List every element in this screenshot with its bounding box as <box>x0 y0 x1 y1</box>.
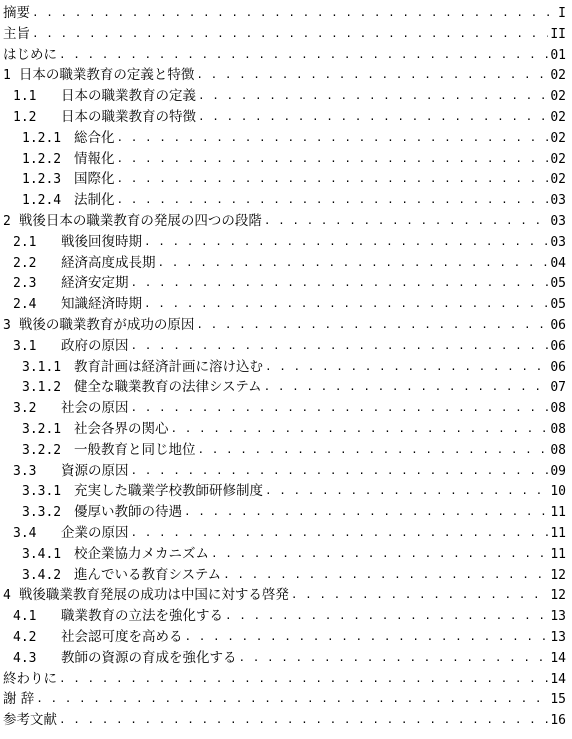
toc-entry-title: 社会各界の関心 <box>74 420 169 437</box>
toc-entry[interactable] <box>0 523 566 544</box>
dot-leader <box>131 461 549 482</box>
toc-entry[interactable] <box>0 398 566 419</box>
toc-entry-page: 06 <box>550 317 566 333</box>
toc-entry[interactable] <box>0 461 566 482</box>
toc-entry-title: 戦後の職業教育が成功の原因 <box>18 316 195 333</box>
toc-entry-page: 11 <box>550 546 566 562</box>
toc-entry-title: 教師の資源の育成を強化する <box>61 649 237 666</box>
toc-entry-number: 1.2.3 <box>22 172 62 188</box>
toc-entry-number: 4.2 <box>13 629 37 645</box>
toc-entry-number: 2.4 <box>13 297 37 313</box>
toc-entry-number: 3.3.1 <box>22 484 62 500</box>
toc-entry-title: 政府の原因 <box>61 337 129 354</box>
dot-leader <box>117 169 549 190</box>
toc-entry-number: 3.4.1 <box>22 546 62 562</box>
toc-entry[interactable] <box>0 149 566 170</box>
toc-entry[interactable] <box>0 190 566 211</box>
toc-entry[interactable] <box>0 169 566 190</box>
toc-entry-number: 1.2 <box>13 109 37 125</box>
toc-entry-title: 優厚い教師の待遇 <box>74 504 182 521</box>
toc-entry[interactable] <box>0 45 566 66</box>
toc-entry-page: 01 <box>550 47 566 63</box>
toc-entry[interactable] <box>0 107 566 128</box>
toc-entry-title: 教育計画は経済計画に溶け込む <box>74 358 263 375</box>
toc-entry-page: 13 <box>550 609 566 625</box>
toc-entry-page: 08 <box>550 442 566 458</box>
toc-entry-number: 4.1 <box>13 609 37 625</box>
toc-entry-title: 日本の職業教育の定義と特徴 <box>18 67 195 84</box>
toc-entry-page: 12 <box>550 588 566 604</box>
toc-entry-number: 1.2.4 <box>22 193 62 209</box>
toc-entry-page: 02 <box>550 68 566 84</box>
toc-entry-title: 経済安定期 <box>61 275 129 292</box>
toc-entry-title: 戦後職業教育発展の成功は中国に対する啓発 <box>18 587 289 604</box>
toc-entry-page: 12 <box>550 567 566 583</box>
dot-leader <box>171 419 549 440</box>
dot-leader <box>184 502 548 523</box>
toc-entry[interactable] <box>0 253 566 274</box>
table-of-contents <box>0 3 566 731</box>
toc-entry-title: 謝 辞 <box>3 691 35 708</box>
toc-entry-number: 3.3 <box>13 463 37 479</box>
toc-entry-page: 15 <box>550 692 566 708</box>
dot-leader <box>144 294 548 315</box>
toc-entry[interactable] <box>0 606 566 627</box>
toc-entry-title: 一般教育と同じ地位 <box>74 441 196 458</box>
toc-entry-page: 13 <box>550 629 566 645</box>
toc-entry-number: 1.2.1 <box>22 130 62 146</box>
dot-leader <box>265 481 548 502</box>
dot-leader <box>264 211 549 232</box>
dot-leader <box>196 315 548 336</box>
dot-leader <box>265 357 548 378</box>
dot-leader <box>144 232 548 253</box>
toc-entry-title: 摘要 <box>3 5 30 21</box>
toc-entry[interactable] <box>0 627 566 648</box>
toc-entry-title: 充実した職業学校教師研修制度 <box>74 483 263 500</box>
toc-entry-page: 08 <box>550 421 566 437</box>
toc-entry-title: 国際化 <box>74 171 115 188</box>
toc-entry[interactable] <box>0 710 566 731</box>
toc-entry-number: 2.1 <box>13 234 37 250</box>
toc-entry-number: 2 <box>3 213 11 229</box>
toc-entry-title: 資源の原因 <box>61 462 129 479</box>
toc-entry-page: 05 <box>550 276 566 292</box>
toc-entry-page: 08 <box>550 401 566 417</box>
toc-entry[interactable] <box>0 273 566 294</box>
dot-leader <box>117 128 549 149</box>
toc-entry[interactable] <box>0 669 566 690</box>
toc-entry-page: 05 <box>550 297 566 313</box>
toc-entry[interactable] <box>0 315 566 336</box>
toc-entry-page: 03 <box>550 193 566 209</box>
toc-entry-page: 02 <box>550 109 566 125</box>
dot-leader <box>117 149 549 170</box>
toc-entry-number: 3.4 <box>13 525 37 541</box>
toc-entry-title: 情報化 <box>74 150 115 167</box>
toc-entry-page: 09 <box>550 463 566 479</box>
dot-leader <box>198 440 549 461</box>
toc-entry[interactable] <box>0 648 566 669</box>
toc-entry-title: 参考文献 <box>3 712 57 729</box>
toc-entry-title: 日本の職業教育の定義 <box>61 88 196 105</box>
toc-entry[interactable] <box>0 65 566 86</box>
toc-entry-page: 03 <box>550 234 566 250</box>
toc-entry-title: 企業の原因 <box>61 524 129 541</box>
toc-entry[interactable] <box>0 419 566 440</box>
dot-leader <box>198 107 548 128</box>
toc-entry-title: 総合化 <box>74 129 115 146</box>
toc-entry[interactable] <box>0 357 566 378</box>
toc-entry-number: 3.1.1 <box>22 359 62 375</box>
toc-entry-number: 3.3.2 <box>22 505 62 521</box>
toc-entry-title: 健全な職業教育の法律システム <box>74 379 262 396</box>
toc-entry[interactable] <box>0 128 566 149</box>
dot-leader <box>131 273 549 294</box>
dot-leader <box>131 523 549 544</box>
toc-entry-number: 1.1 <box>13 89 37 105</box>
dot-leader <box>158 253 549 274</box>
toc-entry[interactable] <box>0 544 566 565</box>
dot-leader <box>198 86 548 107</box>
toc-entry-number: 4 <box>3 588 11 604</box>
dot-leader <box>59 669 548 690</box>
toc-entry-number: 3.2.2 <box>22 442 62 458</box>
toc-entry[interactable] <box>0 232 566 253</box>
toc-entry-title: 社会認可度を高める <box>61 628 183 645</box>
dot-leader <box>291 585 549 606</box>
toc-entry[interactable] <box>0 211 566 232</box>
toc-entry-number: 2.3 <box>13 276 37 292</box>
dot-leader <box>211 544 548 565</box>
toc-entry[interactable] <box>0 565 566 586</box>
toc-entry-number: 1.2.2 <box>22 151 62 167</box>
toc-entry-title: 職業教育の立法を強化する <box>61 608 223 625</box>
toc-entry[interactable] <box>0 86 566 107</box>
toc-entry-page: I <box>558 6 566 21</box>
toc-entry[interactable] <box>0 440 566 461</box>
toc-entry-title: はじめに <box>3 46 57 63</box>
toc-entry-title: 日本の職業教育の特徴 <box>61 108 196 125</box>
toc-entry-number: 3.1.2 <box>22 380 62 396</box>
toc-entry-page: 06 <box>550 359 566 375</box>
toc-entry[interactable] <box>0 502 566 523</box>
toc-entry-title: 知識経済時期 <box>61 296 142 313</box>
toc-entry-page: II <box>550 26 566 42</box>
toc-entry-number: 1 <box>3 68 11 84</box>
dot-leader <box>225 606 548 627</box>
toc-entry-page: 02 <box>550 130 566 146</box>
toc-entry-page: 02 <box>550 89 566 105</box>
toc-entry[interactable] <box>0 3 566 24</box>
toc-entry[interactable] <box>0 481 566 502</box>
toc-entry-number: 3.1 <box>13 338 37 354</box>
toc-entry-number: 3.2.1 <box>22 421 62 437</box>
toc-entry-page: 06 <box>550 338 566 354</box>
toc-entry[interactable] <box>0 377 566 398</box>
toc-entry-number: 2.2 <box>13 255 37 271</box>
toc-entry-page: 16 <box>550 713 566 729</box>
toc-entry-title: 進んでいる教育システム <box>74 566 222 583</box>
toc-entry-page: 04 <box>550 255 566 271</box>
dot-leader <box>131 336 549 357</box>
dot-leader <box>223 565 548 586</box>
dot-leader <box>117 190 549 211</box>
dot-leader <box>36 689 548 710</box>
dot-leader <box>264 377 549 398</box>
toc-entry-page: 14 <box>550 671 566 687</box>
dot-leader <box>59 710 548 731</box>
toc-entry[interactable] <box>0 689 566 710</box>
dot-leader <box>239 648 549 669</box>
toc-entry[interactable] <box>0 24 566 45</box>
toc-entry-title: 戦後回復時期 <box>61 233 142 250</box>
toc-entry-page: 11 <box>550 525 566 541</box>
toc-entry-title: 経済高度成長期 <box>61 254 156 271</box>
toc-entry[interactable] <box>0 585 566 606</box>
toc-entry-title: 法制化 <box>74 192 115 209</box>
dot-leader <box>185 627 549 648</box>
toc-entry[interactable] <box>0 336 566 357</box>
dot-leader <box>59 45 548 66</box>
toc-entry-page: 07 <box>550 380 566 396</box>
dot-leader <box>196 65 548 86</box>
toc-entry-title: 主旨 <box>3 25 30 42</box>
dot-leader <box>131 398 549 419</box>
toc-entry-title: 戦後日本の職業教育の発展の四つの段階 <box>18 212 262 229</box>
toc-entry-page: 10 <box>550 484 566 500</box>
toc-entry-number: 3.4.2 <box>22 567 62 583</box>
toc-entry-page: 14 <box>550 650 566 666</box>
toc-entry-page: 11 <box>550 505 566 521</box>
dot-leader <box>32 24 548 45</box>
toc-entry-title: 社会の原因 <box>61 400 129 417</box>
toc-entry-title: 校企業協力メカニズム <box>74 545 209 562</box>
toc-entry-page: 02 <box>550 151 566 167</box>
toc-entry-title: 終わりに <box>3 670 57 687</box>
toc-entry-page: 02 <box>550 172 566 188</box>
toc-entry-number: 4.3 <box>13 650 37 666</box>
dot-leader <box>32 3 550 24</box>
toc-entry[interactable] <box>0 294 566 315</box>
toc-entry-page: 03 <box>550 213 566 229</box>
toc-entry-number: 3.2 <box>13 401 37 417</box>
toc-entry-number: 3 <box>3 317 11 333</box>
